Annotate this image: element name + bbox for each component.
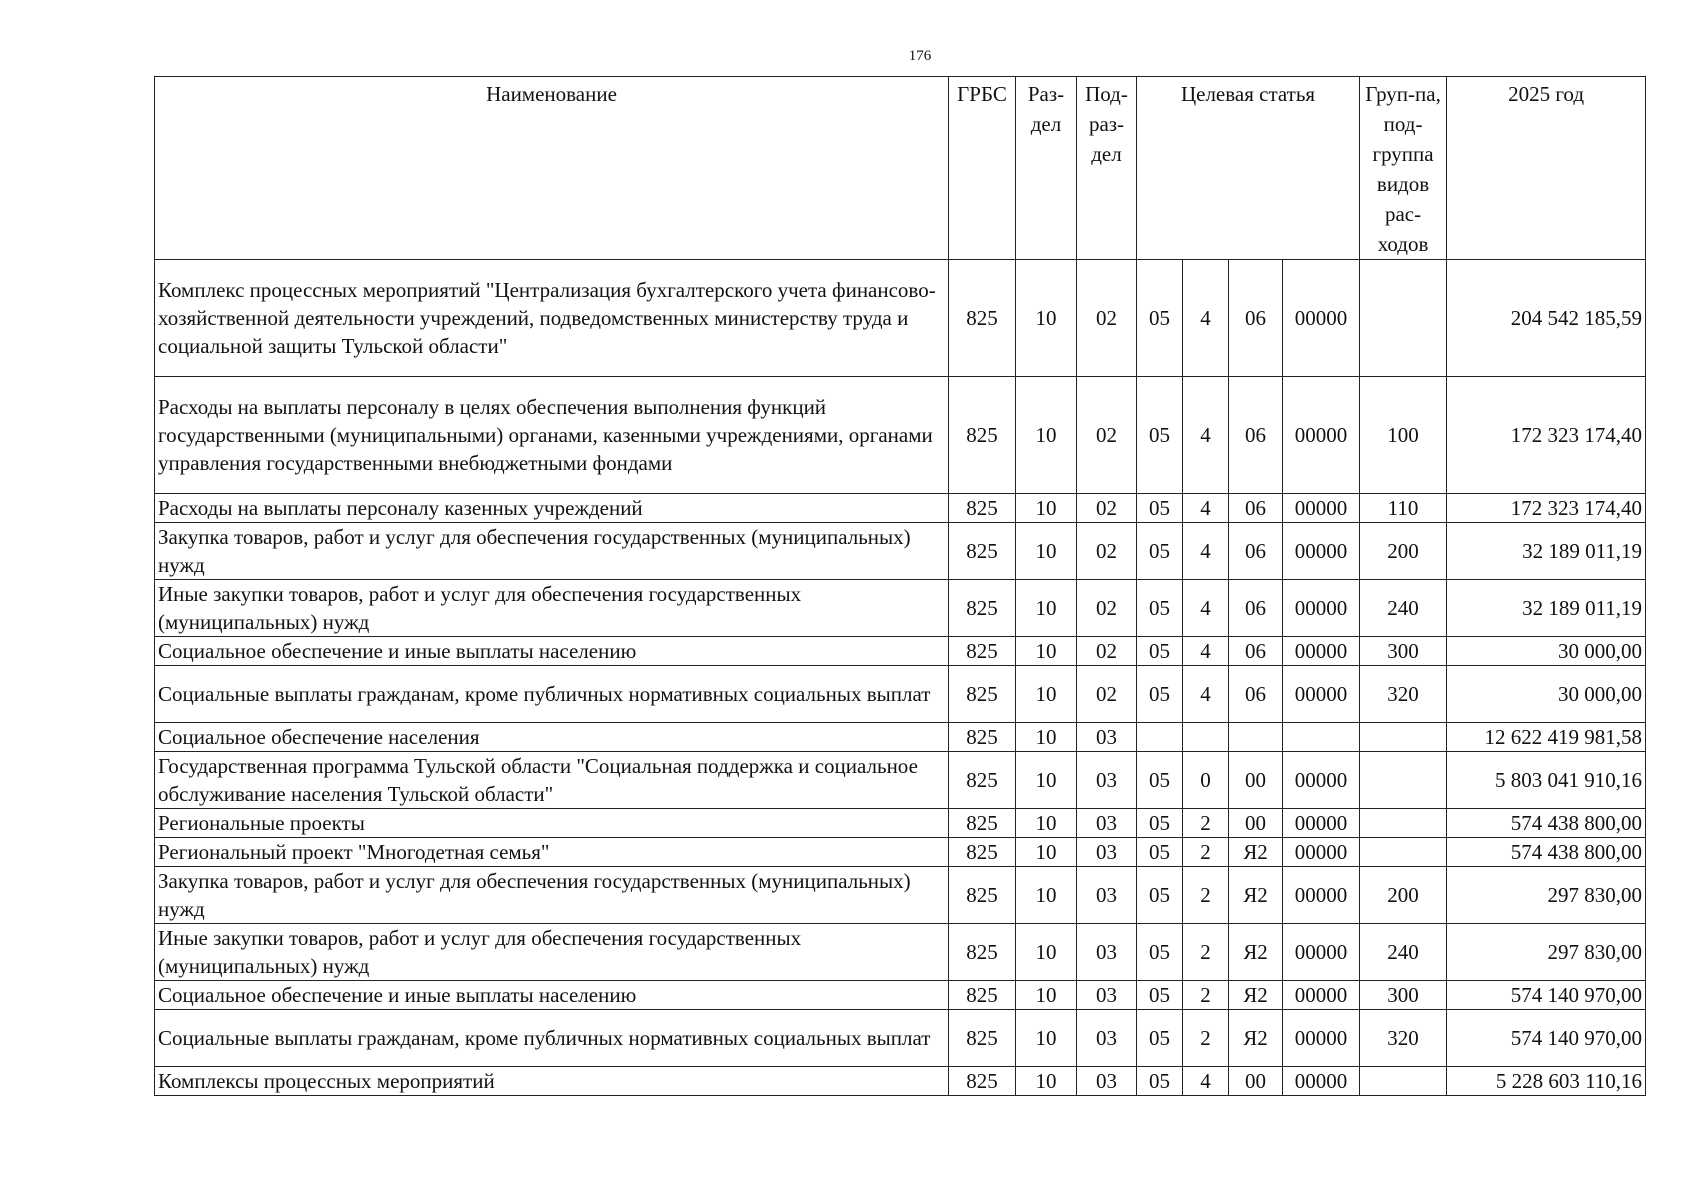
target-direction-code: 00000 [1283,752,1360,809]
row-name: Региональный проект "Многодетная семья" [155,838,949,867]
target-program-code: 05 [1137,666,1183,723]
target-direction-code: 00000 [1283,981,1360,1010]
podrazdel-code: 03 [1077,867,1137,924]
row-name: Социальные выплаты гражданам, кроме публичных нормативных социальных выплат [155,666,949,723]
amount-2025: 12 622 419 981,58 [1447,723,1646,752]
table-row [155,723,1646,752]
table-row [155,580,1646,637]
expense-group-code [1360,260,1447,377]
razdel-code: 10 [1016,666,1077,723]
razdel-code: 10 [1016,494,1077,523]
expense-group-code [1360,809,1447,838]
target-type-code: 4 [1183,494,1229,523]
expense-group-code [1360,752,1447,809]
expense-group-code: 240 [1360,580,1447,637]
header-year: 2025 год [1447,77,1646,260]
grbs-code: 825 [949,666,1016,723]
podrazdel-code: 03 [1077,924,1137,981]
expense-group-code [1360,723,1447,752]
podrazdel-code: 02 [1077,637,1137,666]
table-row [155,523,1646,580]
grbs-code: 825 [949,580,1016,637]
target-structure-code: Я2 [1229,838,1283,867]
table-row [155,1067,1646,1096]
target-direction-code: 00000 [1283,523,1360,580]
table-row [155,924,1646,981]
target-program-code: 05 [1137,580,1183,637]
target-program-code: 05 [1137,809,1183,838]
row-name: Социальное обеспечение и иные выплаты населению [155,637,949,666]
target-program-code: 05 [1137,838,1183,867]
target-structure-code: 06 [1229,637,1283,666]
target-type-code: 4 [1183,580,1229,637]
target-structure-code: 00 [1229,809,1283,838]
target-type-code: 0 [1183,752,1229,809]
row-name: Иные закупки товаров, работ и услуг для обеспечения государственных (муниципальных) нужд [155,924,949,981]
podrazdel-code: 02 [1077,260,1137,377]
target-structure-code: 00 [1229,752,1283,809]
row-name: Расходы на выплаты персоналу в целях обеспечения выполнения функций государственными (муниципальными) органами, казенными учреждениями, органами управления государственными внебюджетными фондами [155,377,949,494]
table-row [155,1010,1646,1067]
target-type-code: 4 [1183,523,1229,580]
target-structure-code: 06 [1229,377,1283,494]
expense-group-code: 320 [1360,1010,1447,1067]
target-direction-code: 00000 [1283,666,1360,723]
target-type-code: 4 [1183,666,1229,723]
table-row [155,666,1646,723]
grbs-code: 825 [949,377,1016,494]
target-program-code: 05 [1137,1067,1183,1096]
grbs-code: 825 [949,809,1016,838]
expense-group-code [1360,838,1447,867]
header-expense-group: Груп-па, под-группа видов рас-ходов [1360,77,1447,260]
page-number: 176 [908,48,932,64]
razdel-code: 10 [1016,523,1077,580]
target-type-code: 4 [1183,1067,1229,1096]
razdel-code: 10 [1016,637,1077,666]
grbs-code: 825 [949,924,1016,981]
target-structure-code: 06 [1229,580,1283,637]
razdel-code: 10 [1016,867,1077,924]
expense-group-code: 300 [1360,981,1447,1010]
expense-group-code: 200 [1360,523,1447,580]
row-name: Комплекс процессных мероприятий "Централизация бухгалтерского учета финансово-хозяйственной деятельности учреждений, подведомственных министерству труда и социальной защиты Тульской области" [155,260,949,377]
header-name: Наименование [155,77,949,260]
expense-group-code [1360,1067,1447,1096]
row-name: Социальное обеспечение населения [155,723,949,752]
grbs-code: 825 [949,838,1016,867]
target-direction-code: 00000 [1283,1067,1360,1096]
target-direction-code: 00000 [1283,377,1360,494]
row-name: Закупка товаров, работ и услуг для обеспечения государственных (муниципальных) нужд [155,867,949,924]
table-row [155,867,1646,924]
target-structure-code: Я2 [1229,924,1283,981]
target-program-code: 05 [1137,752,1183,809]
target-structure-code: Я2 [1229,867,1283,924]
razdel-code: 10 [1016,377,1077,494]
podrazdel-code: 03 [1077,752,1137,809]
row-name: Государственная программа Тульской области "Социальная поддержка и социальное обслуживание населения Тульской области" [155,752,949,809]
amount-2025: 172 323 174,40 [1447,377,1646,494]
podrazdel-code: 02 [1077,377,1137,494]
target-structure-code: 06 [1229,494,1283,523]
target-program-code [1137,723,1183,752]
target-direction-code: 00000 [1283,1010,1360,1067]
row-name: Социальные выплаты гражданам, кроме публичных нормативных социальных выплат [155,1010,949,1067]
target-type-code: 2 [1183,809,1229,838]
target-direction-code: 00000 [1283,494,1360,523]
table-row [155,809,1646,838]
target-structure-code: Я2 [1229,1010,1283,1067]
grbs-code: 825 [949,867,1016,924]
podrazdel-code: 03 [1077,1067,1137,1096]
row-name: Комплексы процессных мероприятий [155,1067,949,1096]
row-name: Иные закупки товаров, работ и услуг для обеспечения государственных (муниципальных) нужд [155,580,949,637]
row-name: Социальное обеспечение и иные выплаты населению [155,981,949,1010]
target-program-code: 05 [1137,494,1183,523]
grbs-code: 825 [949,1067,1016,1096]
expense-group-code: 100 [1360,377,1447,494]
target-direction-code: 00000 [1283,867,1360,924]
target-type-code: 2 [1183,838,1229,867]
grbs-code: 825 [949,981,1016,1010]
amount-2025: 32 189 011,19 [1447,523,1646,580]
row-name: Региональные проекты [155,809,949,838]
target-direction-code: 00000 [1283,924,1360,981]
razdel-code: 10 [1016,580,1077,637]
target-structure-code: 06 [1229,666,1283,723]
podrazdel-code: 03 [1077,1010,1137,1067]
amount-2025: 297 830,00 [1447,867,1646,924]
expense-group-code: 110 [1360,494,1447,523]
grbs-code: 825 [949,723,1016,752]
podrazdel-code: 02 [1077,494,1137,523]
expense-group-code: 300 [1360,637,1447,666]
table-row [155,494,1646,523]
razdel-code: 10 [1016,1010,1077,1067]
target-program-code: 05 [1137,260,1183,377]
target-type-code: 2 [1183,981,1229,1010]
expense-group-code: 240 [1360,924,1447,981]
amount-2025: 5 228 603 110,16 [1447,1067,1646,1096]
header-grbs: ГРБС [949,77,1016,260]
expense-group-code: 200 [1360,867,1447,924]
grbs-code: 825 [949,752,1016,809]
target-program-code: 05 [1137,981,1183,1010]
header-podrazdel: Под-раз-дел [1077,77,1137,260]
amount-2025: 32 189 011,19 [1447,580,1646,637]
grbs-code: 825 [949,1010,1016,1067]
podrazdel-code: 02 [1077,666,1137,723]
target-program-code: 05 [1137,867,1183,924]
target-structure-code: 00 [1229,1067,1283,1096]
podrazdel-code: 03 [1077,838,1137,867]
table-row [155,637,1646,666]
amount-2025: 30 000,00 [1447,666,1646,723]
amount-2025: 574 438 800,00 [1447,809,1646,838]
target-type-code: 2 [1183,924,1229,981]
target-type-code: 4 [1183,377,1229,494]
target-type-code [1183,723,1229,752]
target-type-code: 2 [1183,1010,1229,1067]
razdel-code: 10 [1016,260,1077,377]
budget-table [154,76,1646,1096]
target-program-code: 05 [1137,523,1183,580]
target-structure-code: 06 [1229,260,1283,377]
target-structure-code [1229,723,1283,752]
podrazdel-code: 02 [1077,580,1137,637]
table-row [155,752,1646,809]
target-direction-code: 00000 [1283,580,1360,637]
podrazdel-code: 02 [1077,523,1137,580]
amount-2025: 297 830,00 [1447,924,1646,981]
amount-2025: 5 803 041 910,16 [1447,752,1646,809]
target-program-code: 05 [1137,1010,1183,1067]
target-direction-code: 00000 [1283,637,1360,666]
grbs-code: 825 [949,523,1016,580]
podrazdel-code: 03 [1077,809,1137,838]
target-direction-code [1283,723,1360,752]
target-direction-code: 00000 [1283,260,1360,377]
amount-2025: 574 140 970,00 [1447,981,1646,1010]
table-row [155,260,1646,377]
target-structure-code: Я2 [1229,981,1283,1010]
target-type-code: 2 [1183,867,1229,924]
target-direction-code: 00000 [1283,809,1360,838]
target-type-code: 4 [1183,637,1229,666]
amount-2025: 574 438 800,00 [1447,838,1646,867]
razdel-code: 10 [1016,981,1077,1010]
target-program-code: 05 [1137,637,1183,666]
amount-2025: 30 000,00 [1447,637,1646,666]
grbs-code: 825 [949,260,1016,377]
header-razdel: Раз-дел [1016,77,1077,260]
table-row [155,838,1646,867]
table-header-row [155,77,1646,260]
amount-2025: 574 140 970,00 [1447,1010,1646,1067]
target-program-code: 05 [1137,924,1183,981]
target-structure-code: 06 [1229,523,1283,580]
header-target-article: Целевая статья [1137,77,1360,260]
razdel-code: 10 [1016,1067,1077,1096]
razdel-code: 10 [1016,924,1077,981]
amount-2025: 204 542 185,59 [1447,260,1646,377]
razdel-code: 10 [1016,838,1077,867]
razdel-code: 10 [1016,809,1077,838]
target-direction-code: 00000 [1283,838,1360,867]
table-row [155,981,1646,1010]
podrazdel-code: 03 [1077,723,1137,752]
expense-group-code: 320 [1360,666,1447,723]
target-type-code: 4 [1183,260,1229,377]
target-program-code: 05 [1137,377,1183,494]
razdel-code: 10 [1016,752,1077,809]
table-row [155,377,1646,494]
row-name: Расходы на выплаты персоналу казенных учреждений [155,494,949,523]
row-name: Закупка товаров, работ и услуг для обеспечения государственных (муниципальных) нужд [155,523,949,580]
amount-2025: 172 323 174,40 [1447,494,1646,523]
grbs-code: 825 [949,637,1016,666]
podrazdel-code: 03 [1077,981,1137,1010]
razdel-code: 10 [1016,723,1077,752]
grbs-code: 825 [949,494,1016,523]
